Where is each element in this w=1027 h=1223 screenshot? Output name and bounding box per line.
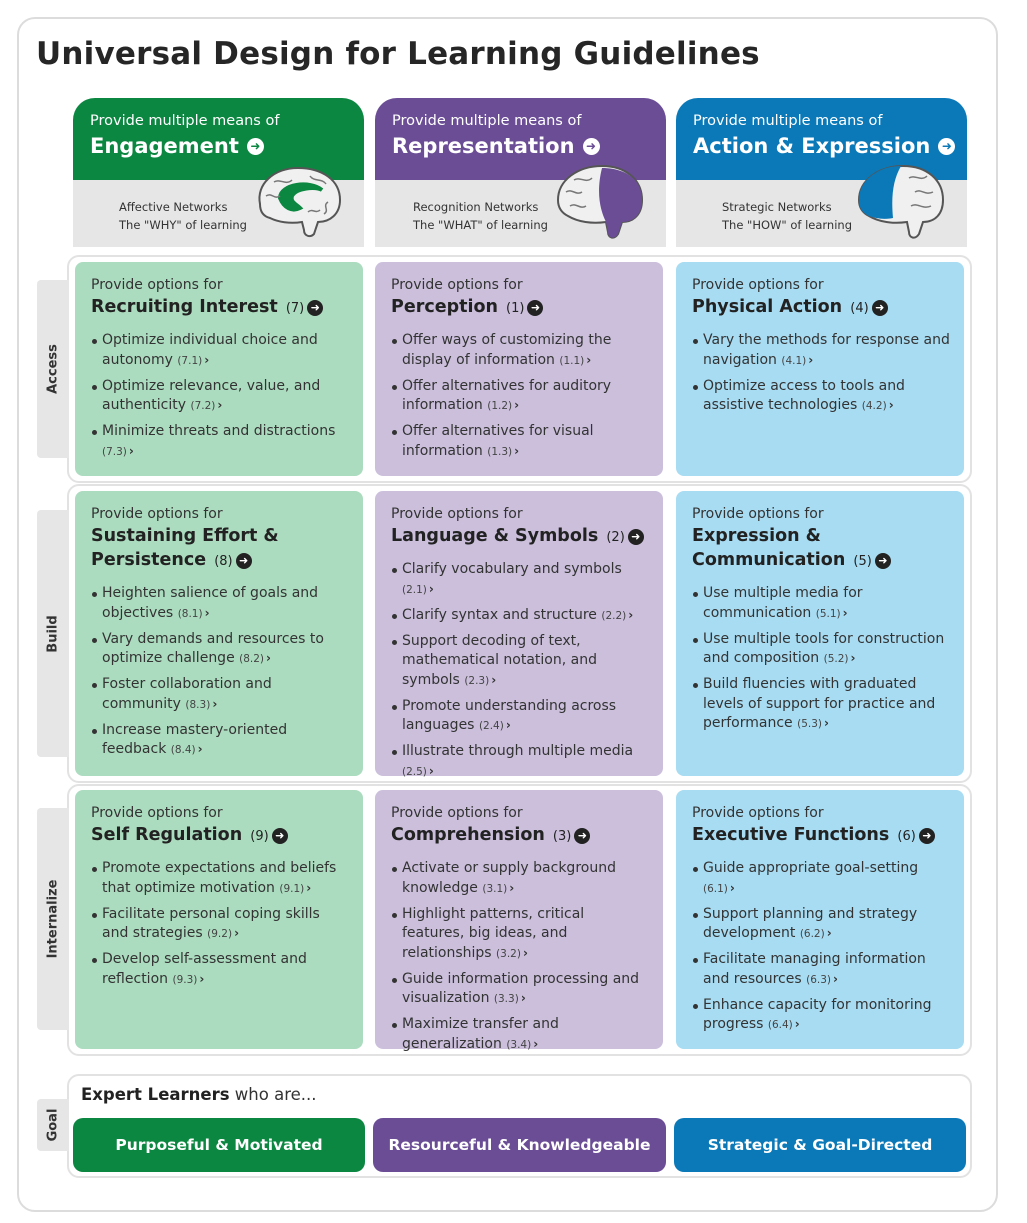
chevron-right-icon: › bbox=[514, 443, 520, 458]
checkpoint-item[interactable] bbox=[91, 950, 349, 990]
goal-resourceful-knowledgeable[interactable]: Resourceful & Knowledgeable bbox=[373, 1118, 666, 1172]
guideline-number: (6) bbox=[897, 829, 916, 844]
checkpoint-item[interactable] bbox=[91, 630, 349, 670]
checkpoint-item[interactable] bbox=[692, 584, 950, 624]
row-label-access: Access bbox=[37, 280, 69, 458]
row-label-build: Build bbox=[37, 510, 69, 757]
checkpoint-item[interactable] bbox=[391, 697, 649, 737]
checkpoint-code: (6.1) bbox=[703, 882, 728, 895]
checkpoint-title[interactable] bbox=[391, 823, 649, 849]
principle-action-expression[interactable] bbox=[676, 98, 967, 247]
chevron-right-icon: › bbox=[586, 352, 592, 367]
checkpoint-text: Promote expectations and beliefs that optimize motivation bbox=[102, 860, 337, 896]
checkpoint-list bbox=[91, 331, 349, 462]
cell-comprehension bbox=[375, 790, 663, 1052]
chevron-right-icon: › bbox=[850, 651, 856, 665]
checkpoint-text: Support decoding of text, mathematical notation, and symbols bbox=[402, 632, 597, 688]
checkpoint-item[interactable] bbox=[391, 905, 649, 965]
checkpoint-text: Develop self-assessment and reflection bbox=[102, 951, 307, 987]
checkpoint-code: (7.2) bbox=[190, 400, 216, 412]
guideline-number: (2) bbox=[606, 530, 625, 545]
checkpoint-code: (5.2) bbox=[823, 653, 849, 665]
checkpoint-item[interactable] bbox=[91, 905, 349, 945]
principle-engagement[interactable] bbox=[73, 98, 364, 247]
checkpoint-item[interactable] bbox=[91, 422, 349, 462]
checkpoint-code: (2.3) bbox=[464, 674, 490, 687]
chevron-right-icon: › bbox=[794, 1017, 800, 1031]
checkpoint-text: Vary demands and resources to optimize challenge bbox=[102, 630, 324, 666]
checkpoint-item[interactable] bbox=[692, 377, 950, 417]
checkpoint-text: Facilitate personal coping skills and strategies bbox=[102, 905, 320, 941]
chevron-right-icon: › bbox=[428, 763, 434, 778]
chevron-right-icon: › bbox=[428, 581, 434, 596]
checkpoint-list bbox=[391, 560, 649, 782]
chevron-right-icon: › bbox=[842, 605, 848, 620]
arrow-right-icon: ➜ bbox=[236, 553, 252, 569]
arrow-right-icon: ➜ bbox=[583, 138, 600, 155]
checkpoint-title[interactable] bbox=[91, 823, 349, 849]
checkpoint-code: (3.1) bbox=[482, 882, 508, 895]
checkpoint-item[interactable] bbox=[692, 675, 950, 735]
checkpoint-title-text: Executive Functions bbox=[692, 825, 890, 845]
principle-pre: Provide multiple means of bbox=[392, 113, 582, 129]
chevron-right-icon: › bbox=[833, 971, 838, 986]
checkpoint-title-text: Recruiting Interest bbox=[91, 297, 278, 317]
checkpoint-text: Minimize threats and distractions bbox=[102, 423, 336, 439]
checkpoint-title[interactable] bbox=[692, 295, 950, 321]
checkpoint-code: (5.3) bbox=[797, 718, 823, 730]
checkpoint-item[interactable] bbox=[391, 422, 649, 462]
principle-name: Action & Expression bbox=[693, 134, 931, 158]
checkpoint-title[interactable] bbox=[91, 295, 349, 321]
chevron-right-icon: › bbox=[888, 398, 894, 412]
arrow-right-icon: ➜ bbox=[272, 828, 288, 844]
arrow-right-icon: ➜ bbox=[872, 300, 888, 316]
checkpoint-title-text: Perception bbox=[391, 297, 498, 317]
chevron-right-icon: › bbox=[197, 742, 203, 756]
checkpoint-code: (1.2) bbox=[487, 400, 513, 412]
arrow-right-icon: ➜ bbox=[919, 828, 935, 844]
checkpoint-text: Optimize individual choice and autonomy bbox=[102, 332, 318, 368]
arrow-right-icon: ➜ bbox=[574, 828, 590, 844]
checkpoint-title[interactable] bbox=[391, 524, 649, 550]
network-name: Recognition Networks bbox=[413, 200, 539, 214]
guideline-number: (3) bbox=[552, 829, 572, 844]
checkpoint-title[interactable] bbox=[391, 295, 649, 321]
checkpoint-code: (7.3) bbox=[102, 445, 127, 458]
checkpoint-text: Build fluencies with graduated levels of support for practice and performance bbox=[703, 676, 936, 731]
checkpoint-text: Clarify vocabulary and symbols bbox=[402, 561, 622, 577]
chevron-right-icon: › bbox=[520, 991, 526, 1005]
checkpoint-text: Maximize transfer and generalization bbox=[402, 1016, 559, 1052]
checkpoint-title-text: Language & Symbols bbox=[391, 526, 599, 546]
row-label-goal: Goal bbox=[37, 1099, 69, 1151]
checkpoint-code: (1.1) bbox=[559, 354, 585, 367]
checkpoint-code: (8.1) bbox=[177, 607, 203, 620]
checkpoint-code: (8.4) bbox=[170, 744, 196, 756]
checkpoint-item[interactable] bbox=[692, 950, 950, 990]
network-sub: The "WHAT" of learning bbox=[413, 218, 548, 232]
checkpoint-item[interactable] bbox=[91, 721, 349, 761]
checkpoint-text: Illustrate through multiple media bbox=[402, 743, 634, 759]
goal-strategic-goal-directed[interactable]: Strategic & Goal-Directed bbox=[674, 1118, 966, 1172]
checkpoint-code: (9.1) bbox=[279, 882, 305, 895]
checkpoint-code: (3.4) bbox=[506, 1038, 532, 1051]
checkpoint-item[interactable] bbox=[391, 742, 649, 782]
checkpoint-text: Guide information processing and visualization bbox=[402, 970, 640, 1006]
brain-strategic-icon bbox=[853, 162, 949, 242]
checkpoint-list bbox=[91, 584, 349, 761]
arrow-right-icon: ➜ bbox=[938, 138, 955, 155]
checkpoint-text: Offer alternatives for auditory information bbox=[402, 377, 612, 413]
checkpoint-code: (9.3) bbox=[172, 973, 198, 986]
checkpoint-item[interactable] bbox=[391, 970, 649, 1010]
page-title: Universal Design for Learning Guidelines bbox=[36, 36, 760, 72]
options-pre: Provide options for bbox=[692, 277, 824, 293]
checkpoint-title-text: Expression & Communication bbox=[692, 526, 846, 570]
checkpoint-text: Heighten salience of goals and objectives bbox=[102, 585, 319, 621]
cell-self-regulation bbox=[75, 790, 363, 1049]
checkpoint-item[interactable] bbox=[692, 905, 950, 945]
checkpoint-text: Promote understanding across languages bbox=[402, 697, 617, 733]
chevron-right-icon: › bbox=[826, 926, 832, 940]
chevron-right-icon: › bbox=[204, 352, 210, 367]
checkpoint-code: (2.1) bbox=[402, 583, 427, 596]
cell-recruiting-interest bbox=[75, 262, 363, 476]
chevron-right-icon: › bbox=[128, 443, 134, 458]
checkpoint-text: Clarify syntax and structure bbox=[402, 606, 597, 623]
checkpoint-code: (2.5) bbox=[402, 765, 427, 778]
checkpoint-item[interactable] bbox=[692, 859, 950, 899]
checkpoint-text: Use multiple media for communication bbox=[703, 585, 863, 621]
checkpoint-list bbox=[692, 859, 950, 1036]
cell-executive-functions bbox=[676, 790, 964, 1049]
checkpoint-item[interactable] bbox=[391, 560, 649, 600]
checkpoint-item[interactable] bbox=[391, 632, 649, 692]
checkpoint-item[interactable] bbox=[692, 331, 950, 371]
checkpoint-list bbox=[391, 331, 649, 462]
network-name: Strategic Networks bbox=[722, 200, 832, 214]
checkpoint-text: Highlight patterns, critical features, big ideas, and relationships bbox=[402, 905, 585, 961]
principle-name: Engagement bbox=[90, 134, 239, 158]
principle-name: Representation bbox=[392, 134, 575, 158]
chevron-right-icon: › bbox=[266, 651, 271, 665]
checkpoint-code: (8.3) bbox=[185, 698, 211, 711]
checkpoint-item[interactable] bbox=[91, 859, 349, 899]
guideline-number: (7) bbox=[285, 301, 305, 316]
checkpoint-text: Optimize access to tools and assistive technologies bbox=[703, 377, 905, 413]
checkpoint-text: Support planning and strategy development bbox=[703, 905, 918, 941]
checkpoint-code: (6.4) bbox=[767, 1019, 793, 1031]
guideline-number: (5) bbox=[853, 554, 872, 569]
chevron-right-icon: › bbox=[514, 398, 520, 412]
checkpoint-item[interactable] bbox=[692, 630, 950, 670]
checkpoint-title-text: Physical Action bbox=[692, 297, 843, 317]
checkpoint-item[interactable] bbox=[391, 377, 649, 417]
chevron-right-icon: › bbox=[491, 672, 497, 687]
checkpoint-item[interactable] bbox=[91, 675, 349, 715]
checkpoint-text: Use multiple tools for construction and composition bbox=[703, 630, 945, 666]
arrow-right-icon: ➜ bbox=[628, 529, 644, 545]
checkpoint-title-text: Sustaining Effort & Persistence bbox=[91, 526, 279, 570]
guideline-number: (8) bbox=[214, 554, 233, 569]
checkpoint-list bbox=[391, 859, 649, 1055]
principle-pre: Provide multiple means of bbox=[90, 113, 280, 129]
checkpoint-list bbox=[91, 859, 349, 990]
checkpoint-text: Optimize relevance, value, and authenticity bbox=[102, 377, 321, 413]
checkpoint-text: Guide appropriate goal-setting bbox=[703, 860, 919, 876]
options-pre: Provide options for bbox=[692, 506, 824, 522]
checkpoint-text: Activate or supply background knowledge bbox=[402, 860, 616, 896]
chevron-right-icon: › bbox=[306, 880, 312, 895]
checkpoint-code: (1.3) bbox=[487, 445, 513, 458]
checkpoint-text: Offer alternatives for visual information bbox=[402, 423, 594, 459]
checkpoint-code: (9.2) bbox=[207, 928, 233, 940]
checkpoint-code: (2.2) bbox=[601, 609, 627, 622]
principle-pre: Provide multiple means of bbox=[693, 113, 883, 129]
options-pre: Provide options for bbox=[91, 805, 223, 821]
options-pre: Provide options for bbox=[391, 805, 523, 821]
chevron-right-icon: › bbox=[199, 971, 205, 986]
checkpoint-code: (7.1) bbox=[177, 354, 203, 367]
chevron-right-icon: › bbox=[824, 716, 829, 730]
cell-expression-communication bbox=[676, 491, 964, 776]
guideline-number: (9) bbox=[250, 829, 269, 844]
cell-language-symbols bbox=[375, 491, 663, 776]
options-pre: Provide options for bbox=[692, 805, 824, 821]
chevron-right-icon: › bbox=[509, 880, 515, 895]
checkpoint-text: Facilitate managing information and resources bbox=[703, 951, 926, 987]
checkpoint-item[interactable] bbox=[391, 859, 649, 899]
checkpoint-item[interactable] bbox=[391, 606, 649, 627]
options-pre: Provide options for bbox=[91, 277, 223, 293]
arrow-right-icon: ➜ bbox=[247, 138, 264, 155]
chevron-right-icon: › bbox=[234, 926, 240, 940]
checkpoint-code: (3.3) bbox=[493, 993, 519, 1005]
checkpoint-item[interactable] bbox=[692, 996, 950, 1036]
chevron-right-icon: › bbox=[204, 605, 210, 620]
guideline-number: (4) bbox=[850, 301, 869, 316]
checkpoint-item[interactable] bbox=[391, 1015, 649, 1055]
checkpoint-code: (5.1) bbox=[815, 607, 841, 620]
checkpoint-text: Foster collaboration and community bbox=[102, 676, 272, 712]
chevron-right-icon: › bbox=[628, 607, 634, 622]
cell-physical-action bbox=[676, 262, 964, 476]
checkpoint-item[interactable] bbox=[91, 377, 349, 417]
options-pre: Provide options for bbox=[391, 277, 523, 293]
checkpoint-code: (2.4) bbox=[478, 720, 504, 732]
guideline-number: (1) bbox=[506, 301, 525, 316]
checkpoint-code: (6.3) bbox=[806, 973, 831, 986]
options-pre: Provide options for bbox=[91, 506, 223, 522]
cell-perception bbox=[375, 262, 663, 476]
checkpoint-list bbox=[692, 584, 950, 735]
arrow-right-icon: ➜ bbox=[875, 553, 891, 569]
chevron-right-icon: › bbox=[808, 352, 814, 367]
checkpoint-text: Enhance capacity for monitoring progress bbox=[703, 996, 932, 1032]
options-pre: Provide options for bbox=[391, 506, 523, 522]
checkpoint-code: (4.2) bbox=[861, 400, 887, 412]
network-sub: The "HOW" of learning bbox=[722, 218, 853, 232]
brain-recognition-icon bbox=[552, 162, 648, 242]
checkpoint-code: (8.2) bbox=[239, 653, 265, 665]
arrow-right-icon: ➜ bbox=[307, 300, 323, 316]
checkpoint-title-text: Self Regulation bbox=[91, 825, 243, 845]
checkpoint-text: Offer ways of customizing the display of information bbox=[402, 332, 612, 368]
principle-representation[interactable] bbox=[375, 98, 666, 247]
chevron-right-icon: › bbox=[533, 1036, 539, 1051]
checkpoint-title[interactable] bbox=[692, 524, 950, 574]
goal-lead: Expert Learners who are... bbox=[81, 1085, 317, 1104]
checkpoint-item[interactable] bbox=[391, 331, 649, 371]
chevron-right-icon: › bbox=[505, 718, 511, 732]
chevron-right-icon: › bbox=[522, 945, 528, 960]
chevron-right-icon: › bbox=[212, 696, 218, 711]
network-name: Affective Networks bbox=[119, 200, 228, 214]
checkpoint-title[interactable] bbox=[91, 524, 349, 574]
arrow-right-icon: ➜ bbox=[527, 300, 543, 316]
checkpoint-item[interactable] bbox=[91, 584, 349, 624]
row-label-internalize: Internalize bbox=[37, 808, 69, 1030]
goal-purposeful-motivated[interactable]: Purposeful & Motivated bbox=[73, 1118, 365, 1172]
checkpoint-code: (6.2) bbox=[799, 928, 825, 940]
checkpoint-code: (4.1) bbox=[781, 354, 807, 367]
checkpoint-text: Vary the methods for response and navigation bbox=[703, 332, 950, 368]
network-sub: The "WHY" of learning bbox=[119, 218, 247, 232]
chevron-right-icon: › bbox=[729, 880, 735, 895]
checkpoint-title[interactable] bbox=[692, 823, 950, 849]
checkpoint-list bbox=[692, 331, 950, 417]
cell-sustaining-effort bbox=[75, 491, 363, 776]
brain-affective-icon bbox=[250, 162, 346, 242]
checkpoint-item[interactable] bbox=[91, 331, 349, 371]
checkpoint-code: (3.2) bbox=[496, 947, 521, 960]
checkpoint-text: Increase mastery-oriented feedback bbox=[102, 721, 288, 757]
chevron-right-icon: › bbox=[217, 398, 223, 412]
checkpoint-title-text: Comprehension bbox=[391, 825, 545, 845]
